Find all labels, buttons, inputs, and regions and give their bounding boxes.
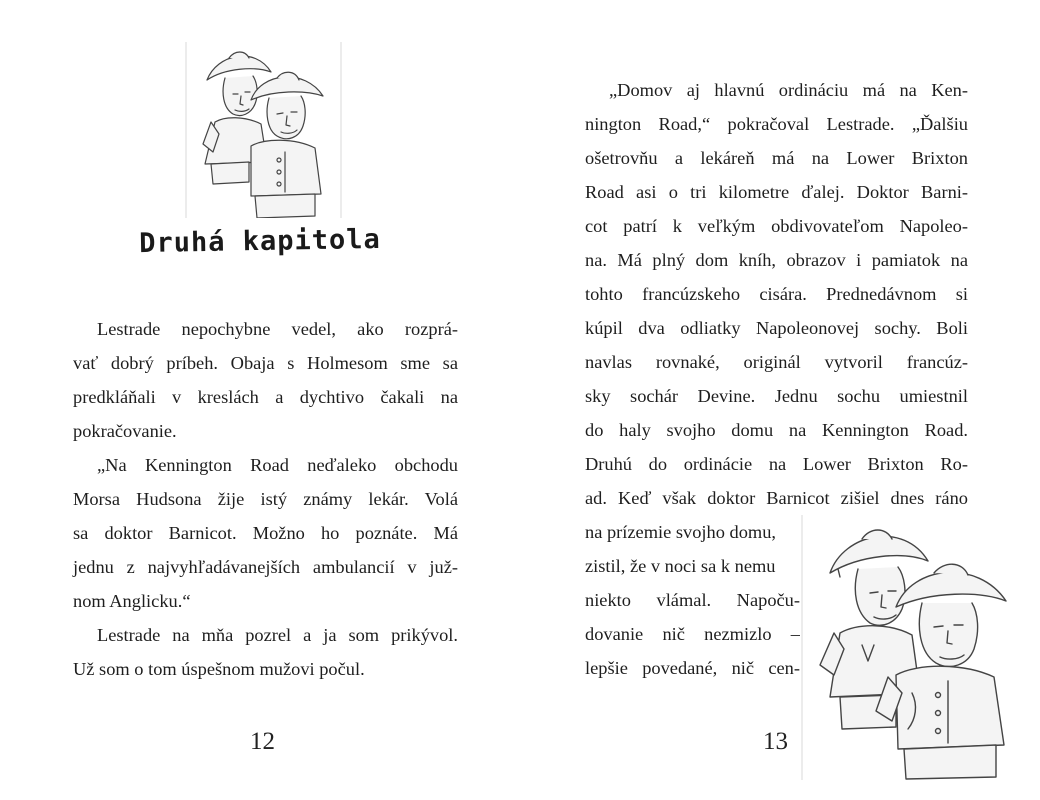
text-line: do haly svojho domu na Kennington Road. — [585, 420, 968, 440]
text-line: „Domov aj hlavnú ordináciu má na Ken- — [609, 80, 968, 100]
text-line: jednu z najvyhľadávanejších ambulancií v juž- — [73, 557, 458, 577]
text-line: nington Road,“ pokračoval Lestrade. „Ďalšiu — [585, 114, 968, 134]
text-line: ošetrovňu a lekáreň má na Lower Brixton — [585, 148, 968, 168]
text-line: nom Anglicku.“ — [73, 591, 191, 611]
napoleon-busts-illustration — [185, 42, 343, 218]
text-line: „Na Kennington Road neďaleko obchodu — [97, 455, 458, 475]
text-line: predkláňali v kreslách a dychtivo čakali na — [73, 387, 458, 407]
text-line: Už som o tom úspešnom mužovi počul. — [73, 659, 365, 679]
text-line: Lestrade nepochybne vedel, ako rozprá- — [97, 319, 458, 339]
text-line: niekto vlámal. Napoču- — [585, 590, 800, 610]
text-line: Morsa Hudsona žije istý známy lekár. Volá — [73, 489, 458, 509]
text-line: tohto francúzskeho cisára. Prednedávnom si — [585, 284, 968, 304]
text-line: navlas rovnaké, originál vytvoril francúz- — [585, 352, 968, 372]
page-number-left: 12 — [250, 728, 275, 755]
text-line: pokračovanie. — [73, 421, 177, 441]
text-line: vať dobrý príbeh. Obaja s Holmesom sme sa — [73, 353, 458, 373]
text-line: Road asi o tri kilometre ďalej. Doktor Barni- — [585, 182, 968, 202]
text-line: kúpil dva odliatky Napoleonovej sochy. Boli — [585, 318, 968, 338]
text-line: Lestrade na mňa pozrel a ja som prikývol. — [97, 625, 458, 645]
text-line: na. Má plný dom kníh, obrazov i pamiatok na — [585, 250, 968, 270]
text-line: sa doktor Barnicot. Možno ho poznáte. Má — [73, 523, 458, 543]
text-line: dovanie nič nezmizlo – — [585, 624, 800, 644]
text-line: Druhú do ordinácie na Lower Brixton Ro- — [585, 454, 968, 474]
text-line: na prízemie svojho domu, — [585, 522, 777, 542]
chapter-title: Druhá kapitola — [138, 223, 382, 260]
text-line: cot patrí k veľkým obdivovateľom Napoleo- — [585, 216, 968, 236]
napoleon-busts-illustration — [800, 515, 1040, 780]
text-line: ad. Keď však doktor Barnicot zišiel dnes ráno — [585, 488, 968, 508]
page-number-right: 13 — [763, 728, 788, 755]
text-line: lepšie povedané, nič cen- — [585, 658, 800, 678]
text-line: sky sochár Devine. Jednu sochu umiestnil — [585, 386, 968, 406]
left-page-text — [73, 312, 458, 686]
text-line: zistil, že v noci sa k nemu — [585, 556, 776, 576]
